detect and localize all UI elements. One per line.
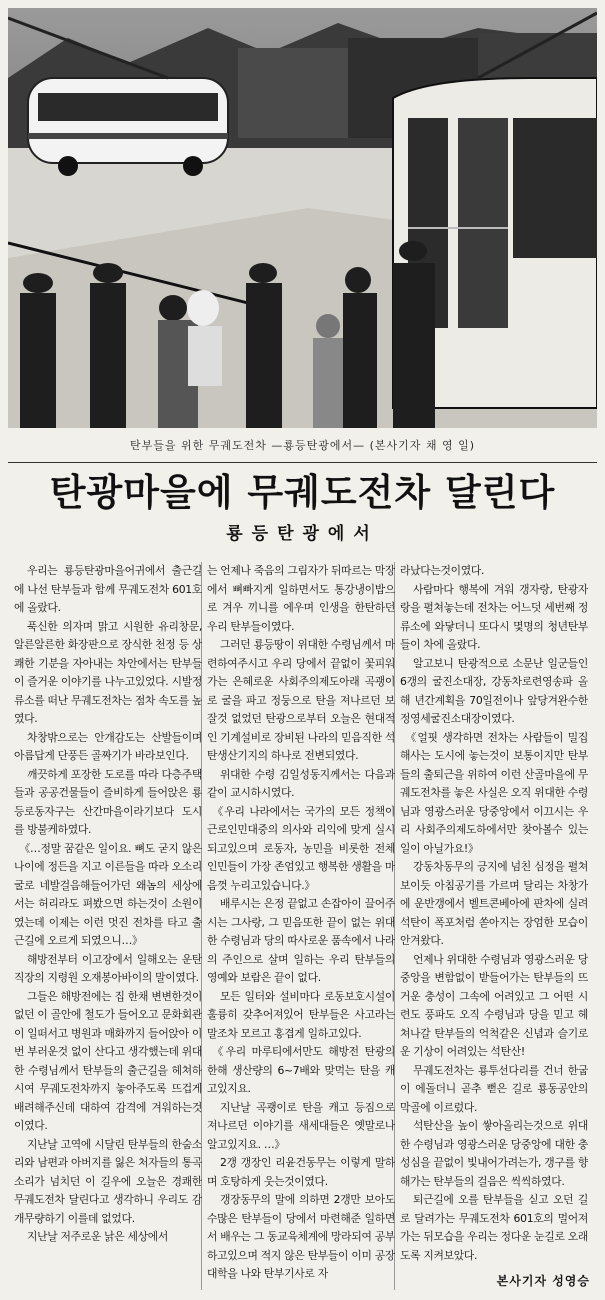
paragraph: 우리는 룡등탄광마을어귀에서 출근길에 나선 탄부들과 함께 무궤도전차 601호에 올랐다. (14, 564, 202, 614)
paragraph: 배루시는 은정 끝없고 손잡아이 끌어주시는 그사랑, 그 믿음또한 끝이 없는 위대한 수령님과 당의 따사로운 품속에서 나라의 주인으로 살며 일하는 우리 탄부들의 영예와 보람은 끝이 없다. (207, 897, 395, 984)
paragraph: 그러던 룡등땅이 위대한 수령님께서 마련하여주시고 우리 당에서 끝없이 꽃피워가는 은혜로운 사회주의제도아래 곡괭이로 굴을 파고 정둥으로 탄을 져나르던 보잘것 없었던 탄광으로부터 오늘은 현대적인 기계설비로 장비된 나라의 믿음직한 석탄생산기지의 하나로 전변되였다. (207, 638, 395, 762)
photo-bus-icon (8, 8, 597, 428)
paragraph: 지난날 고역에 시달린 탄부들의 한숨소리와 남편과 아버지를 잃은 처자들의 통곡소리가 넘치던 이 길우에 오늘은 경쾌한 무궤도전차 달린다고 생각하니 우리도 감개무량하기 이를데 없었다. (14, 1137, 202, 1225)
paragraph: 모든 일터와 설비마다 로동보호시설이 훌륭히 갖추어져있어 탄부들은 사고라는 말조차 모르고 홍겹게 일하고있다. (207, 989, 395, 1040)
article-column-1 (14, 562, 202, 1292)
article-column-2 (207, 562, 395, 1292)
paragraph: 사람마다 행복에 겨워 갱자랑, 탄광자랑을 펼쳐놓는데 전차는 어느덧 세번째 정류소에 와닿더니 또다시 몇명의 청년탄부들이 차에 올랐다. (400, 582, 588, 651)
paragraph: 무궤도전차는 룡투선다리를 건너 한굽이 에돌더니 곧추 뻗은 길로 룡동공안의 막골에 이르렀다. (400, 1063, 588, 1114)
paragraph: 그들은 해방전에는 집 한채 변변한것이 없던 이 골안에 철도가 들어오고 문화회관이 일떠서고 병원과 매화까지 들어앉아 이번 부러운것 없이 산다고 생각했는데 위대한 수령님께서 탄부들의 출근길을 헤쳐하시여 무궤도전차까지 놓아주도록 뜨겁게 배려해주신데 대하여 감격에 겨워하는것이였다. (14, 989, 202, 1132)
paragraph: 지난날 저주로운 낡은 세상에서 (26, 1230, 169, 1243)
divider (8, 462, 597, 463)
paragraph: 해방전부터 이고장에서 일해오는 운탄직장의 지령원 오재봉아바이의 말이였다. (14, 952, 202, 984)
paragraph: 《…정말 꿈같은 일이요. 뼈도 굳지 않은 나이에 정든을 지고 이른들을 따라 오소리굴로 네발걸음해들어가던 왜놈의 세상에서는 허리라도 펴봤으면 하는것이 소원이였는데 이제는 이런 멋진 전차를 타고 출근길에 오르게 되였으니…》 (14, 841, 202, 947)
paragraph: 2갱 갱장인 리윤건동무는 이렇게 말하며 호탕하게 웃는것이였다. (207, 1156, 395, 1188)
quote-paragraph: 《얼핏 생각하면 전차는 사람들이 밀집해사는 도시에 놓는것이 보통이지만 탄부들의 출퇴근을 위하여 이런 산골마을에 무궤도전차를 놓은 사실은 오직 위대한 수령님과 영광스러운 당중앙에서 이끄시는 우리 사회주의제도하에서만 찾아볼수 있는 일이 아닐가요!》 (400, 730, 588, 855)
photo-caption: 탄부들을 위한 무궤도전차 —룡등탄광에서— (본사기자 채 영 일) (129, 439, 476, 452)
paragraph: 지난날 곡괭이로 탄을 캐고 등짐으로 져나르던 이야기를 새세대들은 옛말로나 알고있지요. …》 (207, 1100, 395, 1151)
paragraph: 푹신한 의자며 맑고 시원한 유리창문, 알른알른한 화장판으로 장식한 천정 등 상쾌한 기분을 자아내는 차안에서는 탄부들이 즐거운 이야기를 나누고있었다. 시발정류소를 떠난 무궤도전차는 점차 속도를 높였다. (14, 619, 202, 725)
paragraph: 라났다는것이였다. (400, 564, 485, 577)
paragraph: 깨끗하게 포장한 도로를 따라 다층주택들과 공공건물들이 즐비하게 들어앉은 룡등로동자구는 산간마을이라기보다 도시를 방불케하였다. (14, 767, 202, 836)
paragraph: 갱장동무의 말에 의하면 2갱만 보아도 수많은 탄부들이 당에서 마련해준 일하면서 배우는 그 동교육체계에 망라되여 공부하고있으며 적지 않은 탄부들이 이미 공장대학을 나와 탄부기사로 자 (207, 1193, 395, 1280)
article-column-3 (400, 562, 588, 1292)
paragraph: 강동차동무의 긍지에 넘친 심정을 펼쳐보이듯 아침공기를 가르며 달리는 차창가에 운반갱에서 벨트콘베아에 판차에 실려 석탄이 폭포처럼 쏟아지는 장엄한 모습이 안겨왔다. (400, 860, 588, 947)
paragraph: 퇴근길에 오를 탄부들을 싣고 오던 길로 달려가는 무궤도전차 601호의 멀어져가는 뒤모습을 우리는 정다운 눈길로 오래도록 지켜보았다. (400, 1193, 588, 1262)
subheadline: 룡등탄광에서 (226, 524, 379, 544)
paragraph: 석탄산을 높이 쌓아올리는것으로 위대한 수령님과 영광스러운 당중앙에 대한 충성심을 끝없이 빛내어가려는가, 갱구를 향해가는 탄부들의 걸음은 씩씩하였다. (400, 1119, 588, 1188)
paragraph: 《우리 마루티에서만도 해방전 탄광의 한해 생산량의 6~7배와 맞먹는 탄을 캐고있지요. (207, 1045, 395, 1095)
paragraph: 언제나 위대한 수령님과 영광스러운 당중앙을 변함없이 받들어가는 탄부들의 뜨거운 충성이 그속에 어려있고 그 어떤 시련도 풍파도 오직 수령님과 당을 믿고 헤쳐나갈 탄부들의 억척같은 신념과 슬기로운 기상이 어려있는 석탄산! (400, 952, 588, 1058)
headline: 탄광마을에 무궤도전차 달린다 (49, 471, 556, 514)
paragraph: 알고보니 탄광적으로 소문난 일군들인 6갱의 굴진소대장, 강동차로련영송파 올해 년간계획을 70일전이나 앞당겨완수한 정영세굴진소대장이였다. (400, 656, 588, 725)
quote-paragraph: 《우리 나라에서는 국가의 모든 정책이 근로인민대중의 의사와 리익에 맞게 실시되고있으며 로동자, 농민을 비롯한 전체 인민들이 가장 존엄있고 행복한 생활을 마음껏 누리고있습니다.》 (207, 804, 395, 892)
news-photo (8, 8, 597, 428)
byline: 본사기자 성영승 (496, 1274, 590, 1288)
paragraph: 는 언제나 죽음의 그림자가 뒤따르는 막장에서 뼈빠지게 일하면서도 통강냉이밥으로 겨우 끼니를 에우며 인생을 한탄하던 우리 탄부들이였다. (207, 564, 395, 633)
paragraph: 차창밖으로는 안개감도는 산발들이며 아름답게 단풍든 골짜기가 바라보인다. (14, 730, 202, 762)
paragraph: 위대한 수령 김일성동지께서는 다음과 같이 교시하시였다. (207, 767, 395, 799)
